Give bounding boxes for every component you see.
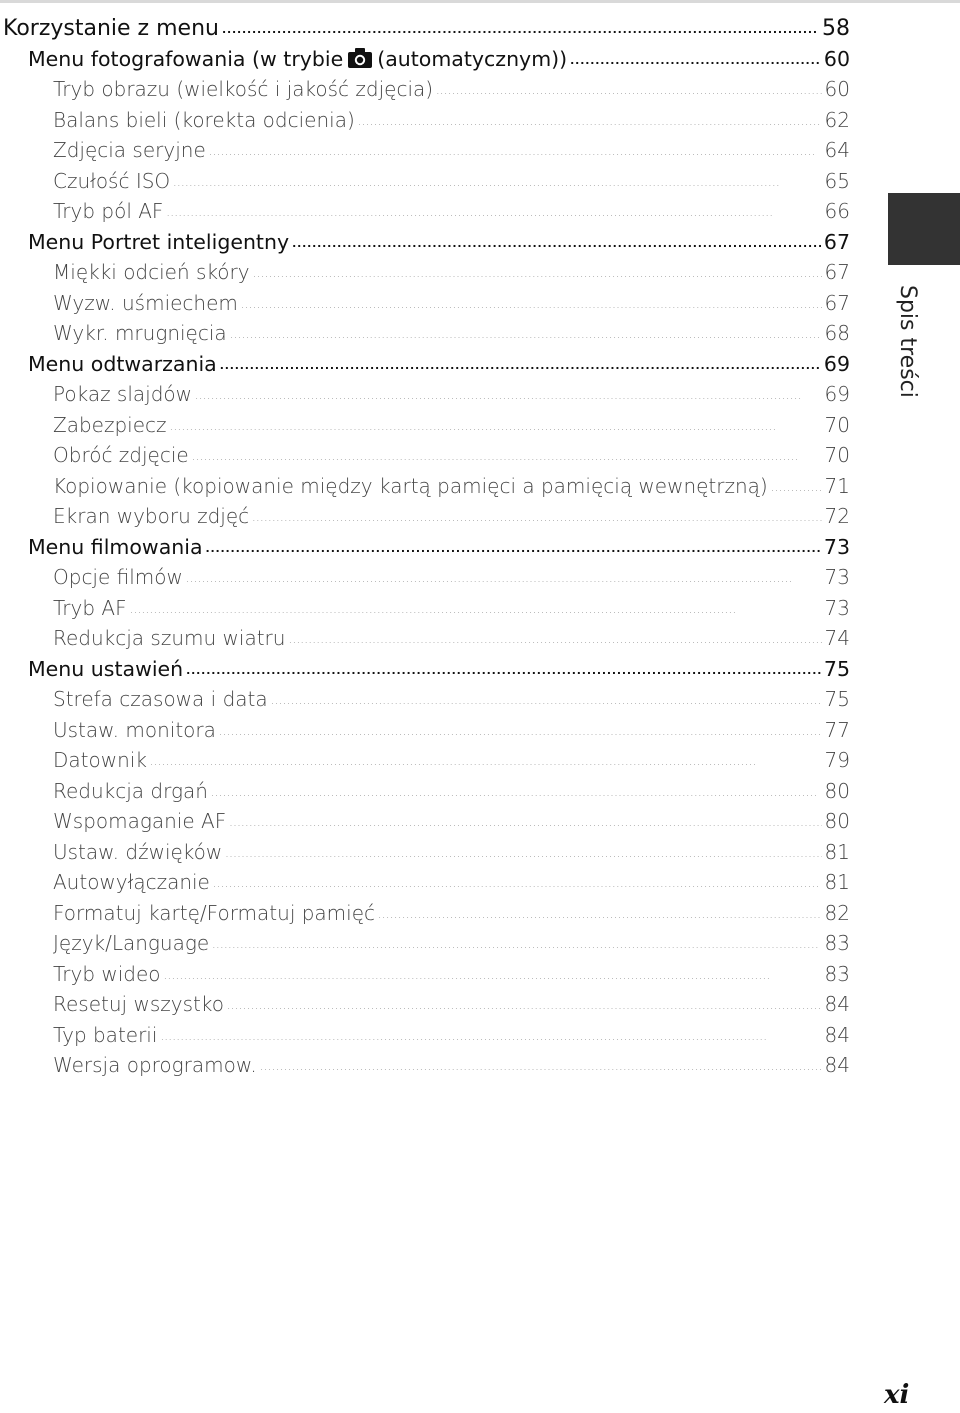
toc-entry-title [28,44,567,75]
toc-entry[interactable] [0,501,850,532]
table-of-contents [0,13,850,1081]
toc-entry[interactable] [0,471,850,502]
toc-entry-title-part: (automatycznym)) [377,46,568,71]
toc-entry-title: Obróć zdjęcie [53,443,189,467]
dot-leader [227,991,822,1011]
toc-entry[interactable] [0,959,850,990]
dot-leader [570,45,821,66]
toc-entry-title: Resetuj wszystko [53,992,224,1016]
toc-entry-title: Redukcja szumu wiatru [53,626,286,650]
toc-entry-title: Autowyłączanie [53,870,210,894]
camera-icon [347,47,373,69]
toc-entry[interactable] [0,562,850,593]
toc-entry[interactable] [0,593,850,624]
dot-leader [160,1022,821,1042]
toc-entry[interactable] [0,654,850,685]
dot-leader [209,137,822,157]
toc-entry-page: 73 [824,565,850,589]
toc-entry-page: 64 [824,138,850,162]
toc-entry-page: 62 [824,107,850,132]
toc-entry-title: Menu ustawień [28,656,184,681]
toc-entry[interactable] [0,410,850,441]
dot-leader [211,778,822,798]
toc-entry[interactable] [0,745,850,776]
toc-entry-page: 83 [824,961,850,986]
toc-entry-title: Menu Portret inteligentny [28,229,290,254]
dot-leader [166,198,821,218]
toc-entry-page: 80 [824,778,850,803]
toc-entry[interactable] [0,135,850,166]
dot-leader [436,76,821,96]
toc-entry[interactable] [0,623,850,654]
toc-entry-title: Opcje filmów [53,565,183,589]
dot-leader [219,717,822,737]
toc-entry[interactable] [0,898,850,929]
toc-entry-page: 72 [824,504,850,528]
toc-entry-page: 65 [824,168,850,193]
toc-entry-page: 84 [824,1053,850,1077]
toc-entry[interactable] [0,928,850,959]
toc-entry[interactable] [0,196,850,227]
toc-entry[interactable] [0,13,850,44]
dot-leader [170,412,822,432]
toc-entry-page: 77 [824,717,850,742]
toc-entry[interactable] [0,318,850,349]
toc-entry-page: 70 [824,412,850,437]
toc-entry[interactable] [0,227,850,258]
toc-entry-title: Wspomaganie AF [53,809,227,833]
toc-entry-page: 66 [824,199,850,223]
toc-entry-title: Korzystanie z menu [3,16,219,41]
toc-entry-page: 74 [824,626,850,650]
toc-entry[interactable] [0,349,850,380]
toc-entry-page: 60 [823,46,850,71]
toc-entry-title: Balans bieli (korekta odcienia) [53,107,355,132]
toc-entry[interactable] [0,1020,850,1051]
toc-entry-title: Język/Language [53,931,210,955]
toc-entry-page: 81 [824,839,850,864]
toc-entry-title: Strefa czasowa i data [53,687,268,711]
toc-entry[interactable] [0,440,850,471]
dot-leader [771,473,822,493]
dot-leader [213,869,822,889]
toc-entry-title: Ustaw. dźwięków [53,839,223,864]
toc-entry-page: 58 [822,16,850,41]
dot-leader [378,900,822,920]
toc-entry-title: Ekran wyboru zdjęć [53,504,250,528]
toc-entry-page: 73 [823,534,850,559]
toc-entry-title: Miękki odcień skóry [53,260,250,284]
page-number: xi [884,1380,910,1410]
toc-entry-page: 69 [824,382,850,406]
toc-entry[interactable] [0,532,850,563]
toc-entry[interactable] [0,715,850,746]
dot-leader [229,808,821,828]
dot-leader [271,686,822,706]
toc-entry-title: Formatuj kartę/Formatuj pamięć [53,900,376,925]
toc-entry-title: Redukcja drgań [53,778,208,803]
toc-entry-title: Kopiowanie (kopiowanie między kartą pamięci a pamięcią wewnętrzną) [53,473,768,498]
toc-entry[interactable] [0,806,850,837]
toc-entry-page: 80 [824,809,850,833]
dot-leader [241,290,822,310]
toc-entry-page: 68 [824,321,850,345]
toc-entry-page: 60 [824,77,850,101]
toc-entry[interactable] [0,74,850,105]
dot-leader [220,350,821,371]
toc-entry[interactable] [0,776,850,807]
dot-leader [358,107,822,127]
toc-entry-title: Menu filmowania [28,534,203,559]
toc-entry-page: 84 [824,992,850,1016]
section-tab-label: Spis treści [895,285,920,398]
toc-entry-page: 69 [823,351,850,376]
toc-entry[interactable] [0,105,850,136]
dot-leader [260,1052,822,1072]
toc-entry-title: Ustaw. monitora [53,717,216,742]
dot-leader [225,839,821,859]
dot-leader [150,747,822,767]
toc-entry[interactable] [0,257,850,288]
top-rule [0,0,960,3]
toc-entry-title: Wyzw. uśmiechem [53,290,238,315]
toc-entry-page: 67 [824,290,850,315]
toc-entry-page: 73 [824,595,850,620]
toc-entry[interactable] [0,44,850,75]
toc-entry-page: 70 [824,443,850,467]
dot-leader [130,595,822,615]
toc-entry[interactable] [0,288,850,319]
toc-entry[interactable] [0,989,850,1020]
dot-leader [292,228,821,249]
toc-entry-title: Tryb obrazu (wielkość i jakość zdjęcia) [53,77,434,101]
toc-entry[interactable] [0,867,850,898]
toc-entry-title-part: Menu fotografowania (w trybie [28,46,344,71]
toc-entry-page: 84 [824,1022,850,1047]
toc-entry-title: Pokaz slajdów [53,382,193,406]
dot-leader [173,168,821,188]
toc-entry-title: Wykr. mrugnięcia [53,321,227,345]
dot-leader [164,961,822,981]
toc-entry-page: 79 [824,748,850,772]
dot-leader [288,625,821,645]
toc-entry-title: Tryb AF [53,595,127,620]
toc-entry-page: 67 [824,260,850,284]
dot-leader [192,442,822,462]
dot-leader [206,533,821,554]
dot-leader [195,381,822,401]
dot-leader [230,320,822,340]
toc-entry[interactable] [0,166,850,197]
toc-entry[interactable] [0,1050,850,1081]
toc-entry-title: Zabezpiecz [53,412,167,437]
dot-leader [186,564,822,584]
toc-entry[interactable] [0,837,850,868]
toc-entry-page: 82 [824,900,850,925]
toc-entry-page: 83 [824,931,850,955]
toc-entry-page: 67 [823,229,850,254]
toc-entry-page: 75 [824,687,850,711]
toc-entry-title: Typ baterii [53,1022,158,1047]
toc-entry[interactable] [0,379,850,410]
dot-leader [252,503,821,523]
toc-entry[interactable] [0,684,850,715]
toc-entry-title: Wersja oprogramow. [53,1053,257,1077]
dot-leader [186,655,821,676]
toc-entry-page: 71 [824,473,850,498]
toc-entry-title: Zdjęcia seryjne [53,138,206,162]
toc-entry-title: Menu odtwarzania [28,351,217,376]
toc-entry-page: 75 [823,656,850,681]
toc-entry-title: Datownik [53,748,147,772]
dot-leader [222,13,819,35]
toc-entry-title: Tryb pól AF [53,199,164,223]
toc-entry-title: Czułość ISO [53,168,171,193]
dot-leader [253,259,822,279]
toc-entry-title: Tryb wideo [53,961,161,986]
dot-leader [212,930,821,950]
section-tab-marker [888,193,960,265]
toc-entry-page: 81 [824,870,850,894]
